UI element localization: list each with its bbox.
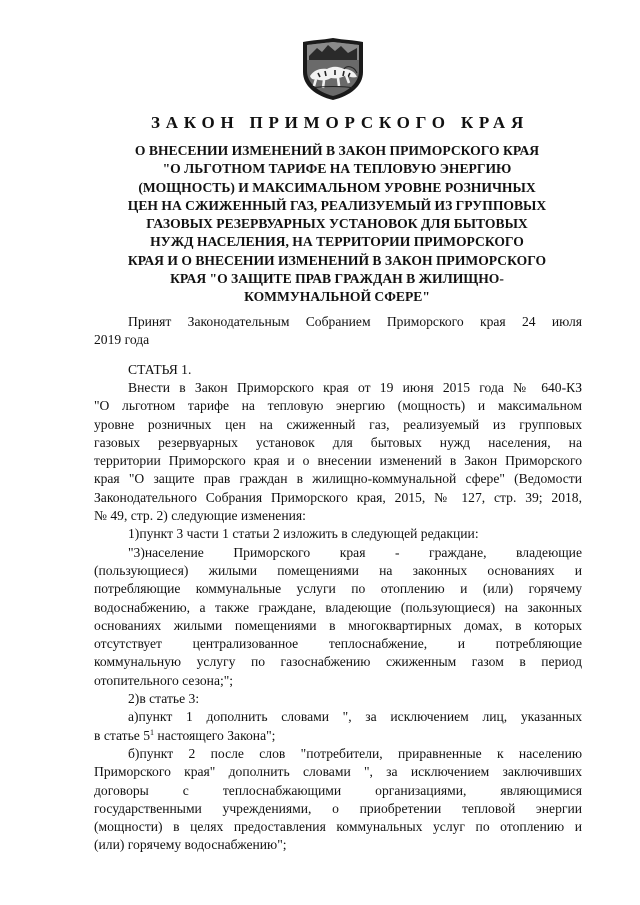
body-line: территории Приморского края и о внесении изменений в Закон Приморского xyxy=(94,453,582,469)
article-heading-text: СТАТЬЯ 1. xyxy=(128,362,192,377)
item-2a-text: настоящего Закона"; xyxy=(154,727,276,743)
item-2-heading: 2)в статье 3: xyxy=(128,691,200,707)
item-1-line: отсутствует централизованное теплоснабжение, и потребляющие xyxy=(94,636,582,652)
subtitle-line: ЦЕН НА СЖИЖЕННЫЙ ГАЗ, РЕАЛИЗУЕМЫЙ ИЗ ГРУППОВЫХ xyxy=(127,197,547,213)
item-1-line: отопительного сезона;"; xyxy=(94,672,234,688)
item-1-line: коммунальную услугу по газоснабжению сжиженным газом в период xyxy=(94,654,582,670)
subtitle-line: ГАЗОВЫХ РЕЗЕРВУАРНЫХ УСТАНОВОК ДЛЯ БЫТОВЫХ xyxy=(146,216,528,232)
item-2b-line: (мощности) в целях предоставления коммунальных услуг по отоплению и xyxy=(94,819,582,835)
item-2b-line: договоры с теплоснабжающими организациями, являющимися xyxy=(94,782,582,798)
item-2a-text: в статье 5 xyxy=(94,727,151,743)
item-2a-line: а)пункт 1 дополнить словами ", за исключением лиц, указанных xyxy=(128,709,582,725)
body-line: № 49, стр. 2) следующие изменения: xyxy=(94,508,306,524)
adoption-line: 2019 года xyxy=(94,332,150,348)
item-1-line: (пользующиеся) жилыми помещениями на законных основаниях и xyxy=(94,562,582,578)
body-line: края "О защите прав граждан в жилищно-коммунальной сфере" (Ведомости xyxy=(94,471,582,487)
body-line: Внести в Закон Приморского края от 19 июня 2015 года № 640-КЗ xyxy=(128,380,582,395)
item-1-line: "3)население Приморского края - граждане, владеющие xyxy=(128,544,582,560)
law-title: ЗАКОН ПРИМОРСКОГО КРАЯ xyxy=(150,113,530,132)
item-1-heading: 1)пункт 3 части 1 статьи 2 изложить в следующей редакции: xyxy=(128,526,479,542)
body-line: уровне розничных цен на сжиженный газ, реализуемый из групповых xyxy=(94,416,582,432)
subtitle-line: (МОЩНОСТЬ) И МАКСИМАЛЬНОМ УРОВНЕ РОЗНИЧНЫХ xyxy=(138,179,536,195)
item-1-line: водоснабжению, а также граждане, владеющие (пользующиеся) на законных xyxy=(94,599,582,615)
body-line: Законодательного Собрания Приморского края, 2015, № 127, стр. 39; 2018, xyxy=(94,489,582,505)
subtitle-line: "О ЛЬГОТНОМ ТАРИФЕ НА ТЕПЛОВУЮ ЭНЕРГИЮ xyxy=(162,161,512,177)
adoption-line: Принят Законодательным Собранием Приморского края 24 июля xyxy=(128,314,582,329)
superscript: 1 xyxy=(150,727,155,737)
item-2b-line: государственными учреждениями, о приобретении тепловой энергии xyxy=(94,800,582,816)
item-2b-line: Приморского края" дополнить словами ", за исключением заключивших xyxy=(94,764,582,780)
law-subtitle xyxy=(94,142,580,307)
adoption-note xyxy=(94,313,582,350)
subtitle-line: НУЖД НАСЕЛЕНИЯ, НА ТЕРРИТОРИИ ПРИМОРСКОГО xyxy=(150,234,524,250)
body-line: газовых резервуарных установок для бытовых нужд населения, на xyxy=(94,434,582,450)
coat-of-arms-icon xyxy=(300,36,366,102)
item-2a-line xyxy=(94,727,582,745)
subtitle-line: КРАЯ И О ВНЕСЕНИИ ИЗМЕНЕНИЙ В ЗАКОН ПРИМОРСКОГО xyxy=(127,252,547,268)
item-1-line: потребляющие коммунальные услуги по отоплению и (или) горячему xyxy=(94,581,582,597)
subtitle-line: КРАЯ "О ЗАЩИТЕ ПРАВ ГРАЖДАН В ЖИЛИЩНО- xyxy=(170,271,504,287)
subtitle-line: КОММУНАЛЬНОЙ СФЕРЕ" xyxy=(244,289,430,305)
body-line: "О льготном тарифе на тепловую энергию (мощность) и максимальном xyxy=(94,398,582,414)
item-1-line: основаниях жилыми помещениями в многоквартирных домах, в которых xyxy=(94,617,582,633)
article-body xyxy=(94,379,582,855)
item-2b-line: б)пункт 2 после слов "потребители, приравненные к населению xyxy=(128,745,582,761)
article-heading xyxy=(94,361,582,379)
subtitle-line: О ВНЕСЕНИИ ИЗМЕНЕНИЙ В ЗАКОН ПРИМОРСКОГО КРАЯ xyxy=(134,143,540,158)
item-2b-line: (или) горячему водоснабжению"; xyxy=(94,837,287,853)
